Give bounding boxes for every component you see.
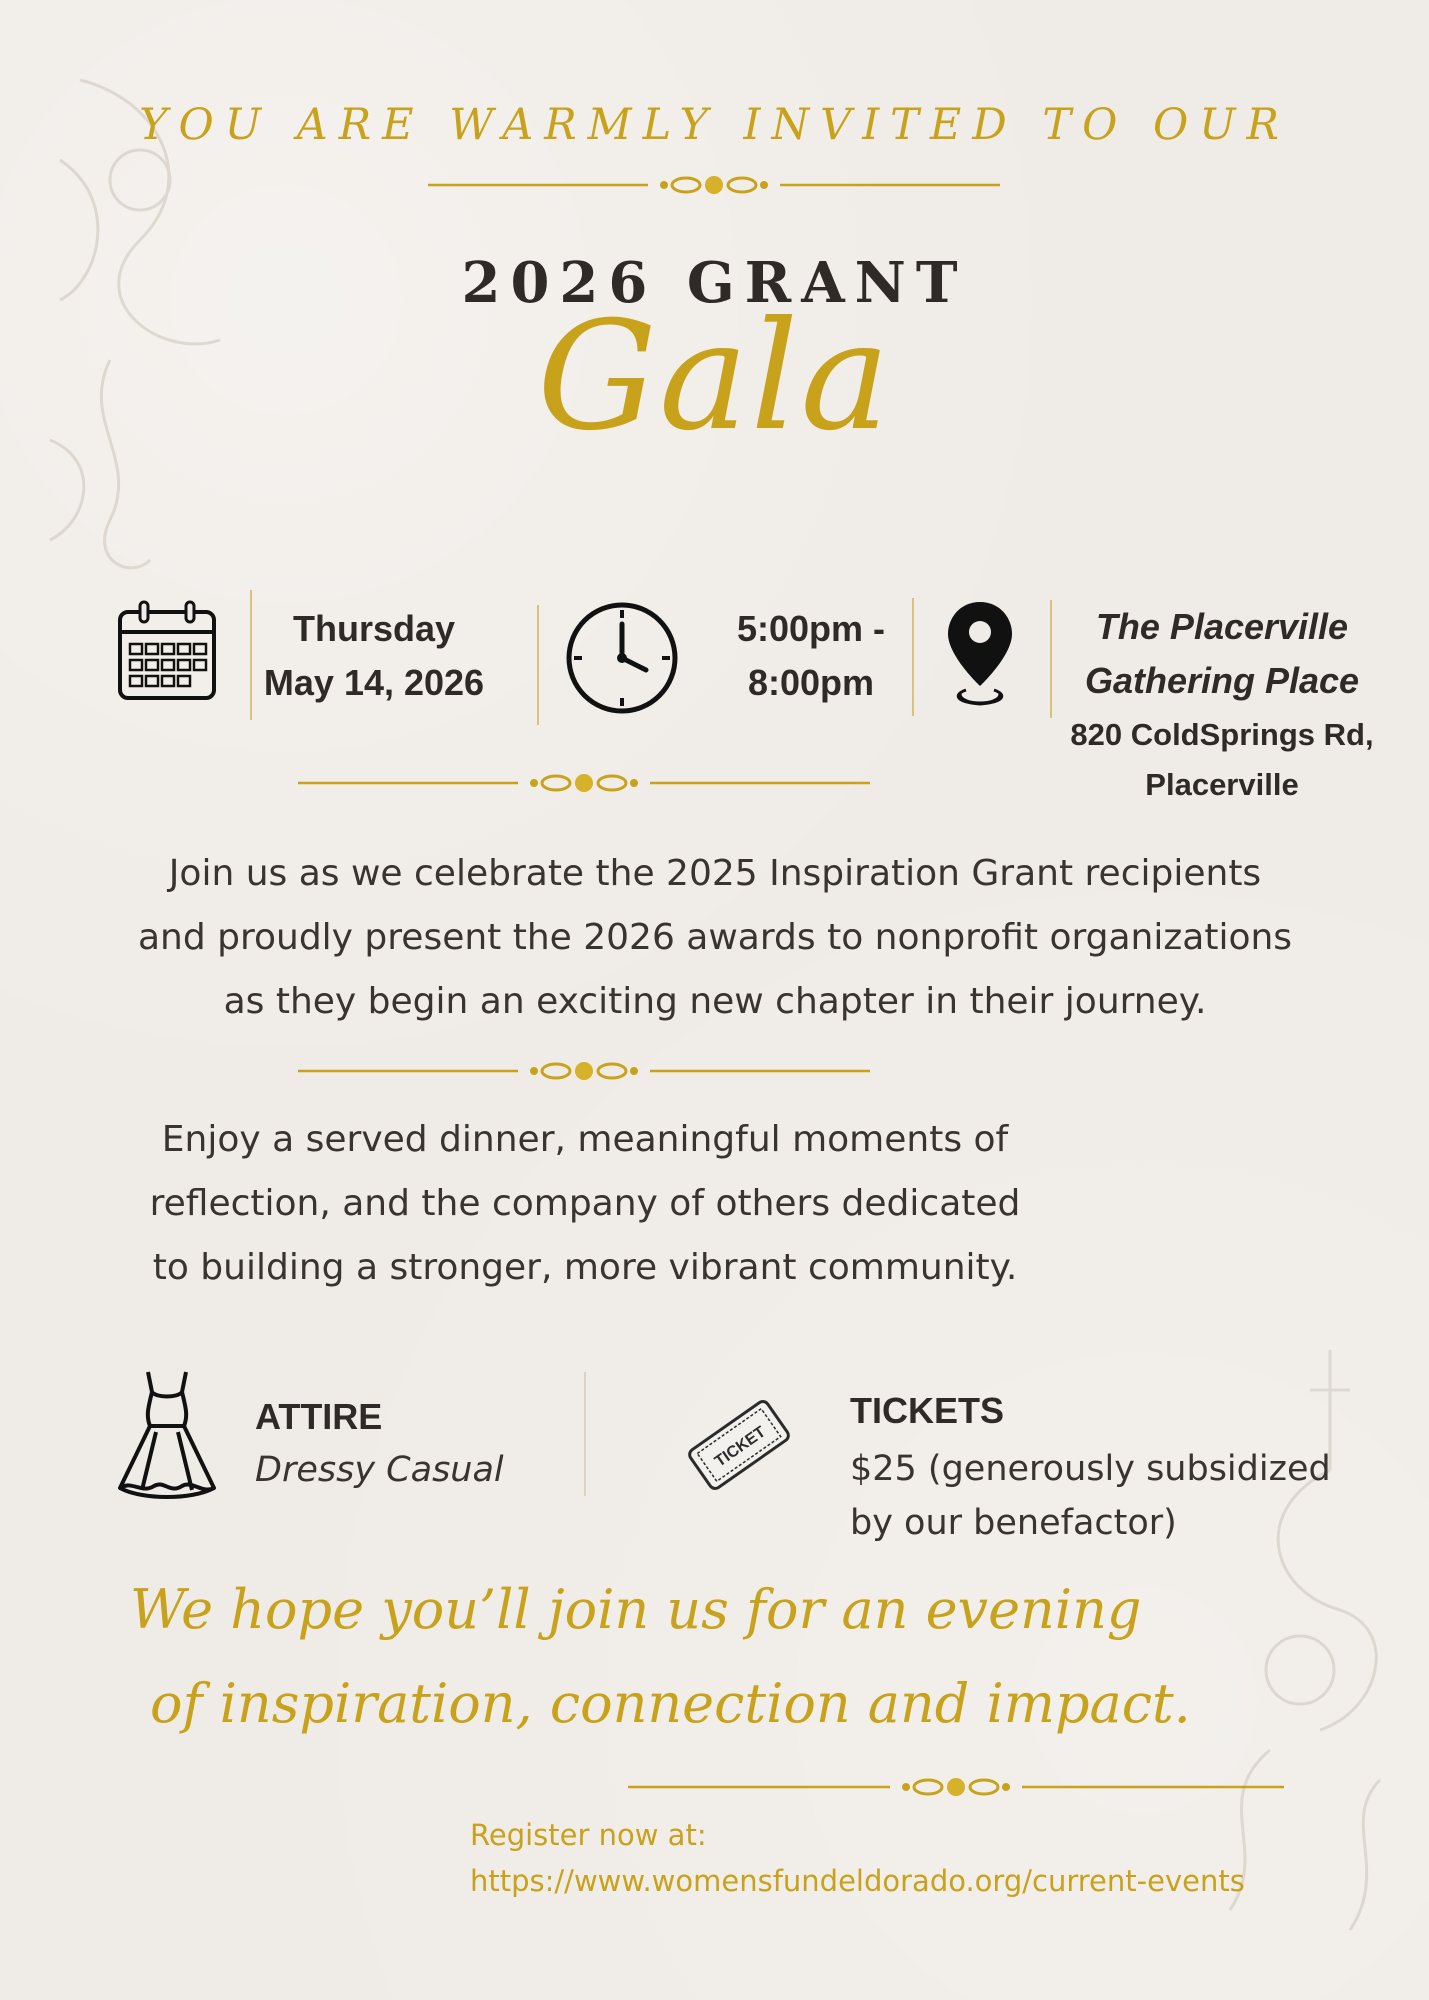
divider-5 [584,1372,586,1496]
event-time [706,602,916,710]
attire-heading: ATTIRE [255,1396,383,1437]
divider-3 [912,598,914,716]
divider-1 [250,590,252,720]
event-title: 2026 GRANT [461,250,968,316]
ticket-icon-text: TICKET [711,1423,769,1471]
enjoy-line-1: Enjoy a served dinner, meaningful moments of [161,1119,1009,1160]
address-line1: 820 ColdSprings Rd, [1070,717,1374,752]
gold-divider-top [428,168,1000,202]
intro-line-1: Join us as we celebrate the 2025 Inspiration Grant recipients [168,853,1262,894]
intro-line-2: and proudly present the 2026 awards to nonprofit organizations [137,917,1293,958]
register-url-link[interactable]: https://www.womensfundeldorado.org/current-events [470,1864,1245,1898]
intro-paragraph [30,842,1400,1034]
tickets-price: $25 (generously subsidized [850,1449,1331,1489]
gold-divider-bottom [628,1770,1284,1804]
event-time-end: 8:00pm [747,662,875,703]
register-label: Register now at: [470,1818,707,1852]
calendar-icon [116,600,218,702]
venue-line1: The Placerville [1095,606,1349,647]
intro-line-3: as they begin an exciting new chapter in their journey. [223,981,1207,1022]
closing-line-2: of inspiration, connection and impact. [150,1672,1191,1735]
event-time-start: 5:00pm - [736,608,886,649]
event-title-script: Gala [537,290,892,464]
enjoy-paragraph [50,1108,1120,1300]
enjoy-line-2: reflection, and the company of others dedicated [149,1183,1021,1224]
dress-icon [112,1368,222,1504]
location-pin-icon [944,598,1016,710]
venue-line2: Gathering Place [1084,660,1360,701]
tickets-note: by our benefactor) [850,1503,1177,1543]
gold-divider-3 [298,1054,870,1088]
tickets-heading: TICKETS [850,1390,1005,1431]
tickets-details [850,1442,1331,1550]
venue-address [1032,710,1412,810]
gold-divider-2 [298,766,870,800]
ticket-icon [680,1390,798,1500]
event-date-full: May 14, 2026 [263,662,485,703]
address-line2: Placerville [1145,767,1299,802]
clock-icon [564,600,680,716]
event-date [258,602,490,710]
enjoy-line-3: to building a stronger, more vibrant community. [152,1247,1018,1288]
invite-line: YOU ARE WARMLY INVITED TO OUR [139,100,1290,150]
venue-name [1032,600,1412,708]
attire-value: Dressy Casual [255,1450,504,1490]
event-date-day: Thursday [292,608,456,649]
divider-2 [537,605,539,725]
closing-line-1: We hope you’ll join us for an evening [130,1578,1142,1641]
